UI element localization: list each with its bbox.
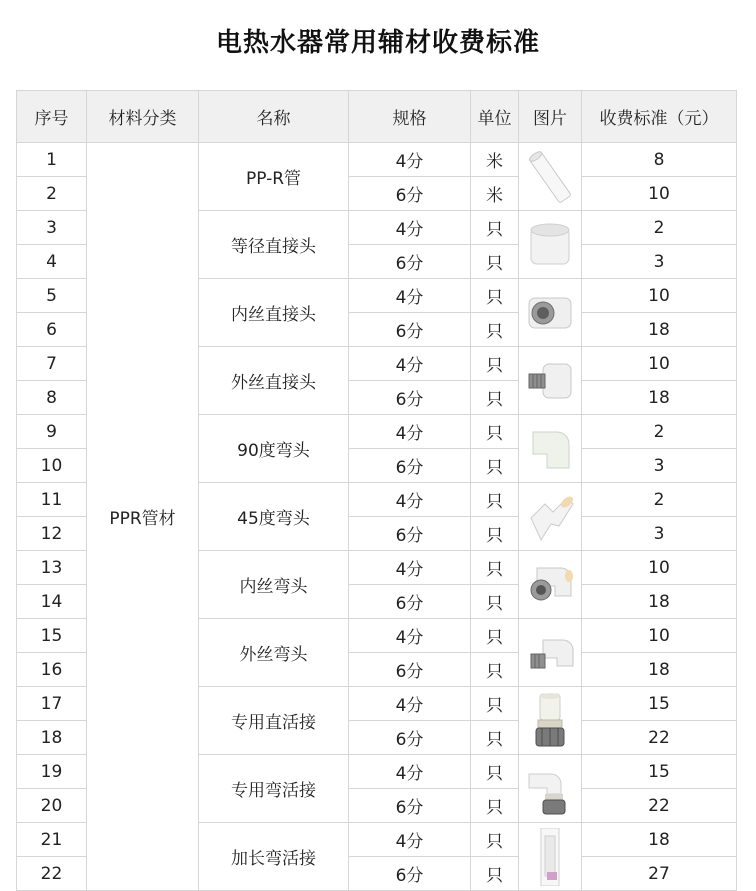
- item-name: 外丝弯头: [199, 619, 349, 687]
- spec-cell: 6分: [349, 245, 471, 279]
- price-cell: 22: [582, 721, 737, 755]
- item-name: 专用直活接: [199, 687, 349, 755]
- spec-cell: 4分: [349, 483, 471, 517]
- row-index: 11: [17, 483, 87, 517]
- price-cell: 3: [582, 449, 737, 483]
- unit-cell: 只: [471, 381, 519, 415]
- item-image: [519, 143, 582, 211]
- spec-cell: 4分: [349, 415, 471, 449]
- price-cell: 22: [582, 789, 737, 823]
- elbow-90-icon: [519, 420, 581, 478]
- price-cell: 2: [582, 415, 737, 449]
- spec-cell: 4分: [349, 687, 471, 721]
- spec-cell: 6分: [349, 313, 471, 347]
- header-spec: 规格: [349, 91, 471, 143]
- row-index: 22: [17, 857, 87, 891]
- price-cell: 18: [582, 313, 737, 347]
- female-thread-coupling-icon: [519, 284, 581, 342]
- elbow-45-icon: [519, 488, 581, 546]
- item-image: [519, 687, 582, 755]
- item-name: 内丝直接头: [199, 279, 349, 347]
- table-row: [17, 143, 737, 177]
- spec-cell: 4分: [349, 211, 471, 245]
- male-thread-elbow-icon: [519, 624, 581, 682]
- price-cell: 15: [582, 687, 737, 721]
- price-cell: 10: [582, 177, 737, 211]
- spec-cell: 6分: [349, 857, 471, 891]
- row-index: 2: [17, 177, 87, 211]
- price-cell: 15: [582, 755, 737, 789]
- row-index: 12: [17, 517, 87, 551]
- item-name: 45度弯头: [199, 483, 349, 551]
- unit-cell: 只: [471, 721, 519, 755]
- price-cell: 10: [582, 619, 737, 653]
- row-index: 18: [17, 721, 87, 755]
- price-cell: 2: [582, 483, 737, 517]
- header-index: 序号: [17, 91, 87, 143]
- straight-union-icon: [519, 692, 581, 750]
- table-header-row: [17, 91, 737, 143]
- item-image: [519, 823, 582, 891]
- header-price: 收费标准（元）: [582, 91, 737, 143]
- price-cell: 8: [582, 143, 737, 177]
- unit-cell: 米: [471, 143, 519, 177]
- row-index: 14: [17, 585, 87, 619]
- row-index: 8: [17, 381, 87, 415]
- price-cell: 2: [582, 211, 737, 245]
- unit-cell: 只: [471, 857, 519, 891]
- spec-cell: 6分: [349, 585, 471, 619]
- row-index: 9: [17, 415, 87, 449]
- row-index: 5: [17, 279, 87, 313]
- unit-cell: 只: [471, 823, 519, 857]
- spec-cell: 6分: [349, 789, 471, 823]
- item-image: [519, 415, 582, 483]
- header-name: 名称: [199, 91, 349, 143]
- item-name: 外丝直接头: [199, 347, 349, 415]
- row-index: 4: [17, 245, 87, 279]
- item-name: 90度弯头: [199, 415, 349, 483]
- unit-cell: 只: [471, 619, 519, 653]
- spec-cell: 4分: [349, 619, 471, 653]
- row-index: 7: [17, 347, 87, 381]
- unit-cell: 只: [471, 483, 519, 517]
- unit-cell: 只: [471, 245, 519, 279]
- elbow-union-icon: [519, 760, 581, 818]
- unit-cell: 只: [471, 789, 519, 823]
- header-unit: 单位: [471, 91, 519, 143]
- price-cell: 18: [582, 653, 737, 687]
- straight-coupling-icon: [519, 216, 581, 274]
- spec-cell: 4分: [349, 143, 471, 177]
- spec-cell: 4分: [349, 279, 471, 313]
- price-cell: 10: [582, 279, 737, 313]
- unit-cell: 米: [471, 177, 519, 211]
- item-image: [519, 619, 582, 687]
- unit-cell: 只: [471, 687, 519, 721]
- unit-cell: 只: [471, 653, 519, 687]
- unit-cell: 只: [471, 755, 519, 789]
- item-image: [519, 483, 582, 551]
- unit-cell: 只: [471, 585, 519, 619]
- row-index: 19: [17, 755, 87, 789]
- spec-cell: 4分: [349, 755, 471, 789]
- page-title: 电热水器常用辅材收费标准: [215, 28, 540, 58]
- row-index: 10: [17, 449, 87, 483]
- spec-cell: 4分: [349, 347, 471, 381]
- row-index: 6: [17, 313, 87, 347]
- price-cell: 18: [582, 381, 737, 415]
- spec-cell: 6分: [349, 517, 471, 551]
- unit-cell: 只: [471, 347, 519, 381]
- price-cell: 10: [582, 551, 737, 585]
- pipe-icon: [519, 148, 581, 206]
- table-body: [17, 143, 737, 891]
- row-index: 3: [17, 211, 87, 245]
- price-cell: 27: [582, 857, 737, 891]
- row-index: 20: [17, 789, 87, 823]
- unit-cell: 只: [471, 279, 519, 313]
- spec-cell: 6分: [349, 449, 471, 483]
- row-index: 16: [17, 653, 87, 687]
- item-name: 等径直接头: [199, 211, 349, 279]
- spec-cell: 6分: [349, 177, 471, 211]
- item-name: 专用弯活接: [199, 755, 349, 823]
- price-cell: 3: [582, 517, 737, 551]
- header-image: 图片: [519, 91, 582, 143]
- unit-cell: 只: [471, 551, 519, 585]
- extended-elbow-union-icon: [519, 828, 581, 886]
- spec-cell: 6分: [349, 721, 471, 755]
- item-name: 加长弯活接: [199, 823, 349, 891]
- price-cell: 10: [582, 347, 737, 381]
- price-cell: 18: [582, 823, 737, 857]
- unit-cell: 只: [471, 517, 519, 551]
- header-category: 材料分类: [87, 91, 199, 143]
- item-image: [519, 211, 582, 279]
- fee-table: [16, 90, 737, 891]
- price-cell: 3: [582, 245, 737, 279]
- item-image: [519, 755, 582, 823]
- item-image: [519, 347, 582, 415]
- row-index: 21: [17, 823, 87, 857]
- price-cell: 18: [582, 585, 737, 619]
- spec-cell: 4分: [349, 823, 471, 857]
- row-index: 17: [17, 687, 87, 721]
- unit-cell: 只: [471, 313, 519, 347]
- spec-cell: 6分: [349, 653, 471, 687]
- item-image: [519, 551, 582, 619]
- row-index: 13: [17, 551, 87, 585]
- unit-cell: 只: [471, 415, 519, 449]
- male-thread-coupling-icon: [519, 352, 581, 410]
- item-image: [519, 279, 582, 347]
- spec-cell: 6分: [349, 381, 471, 415]
- item-name: PP-R管: [199, 143, 349, 211]
- female-thread-elbow-icon: [519, 556, 581, 614]
- item-name: 内丝弯头: [199, 551, 349, 619]
- row-index: 1: [17, 143, 87, 177]
- spec-cell: 4分: [349, 551, 471, 585]
- unit-cell: 只: [471, 449, 519, 483]
- category-cell: PPR管材: [87, 143, 199, 891]
- unit-cell: 只: [471, 211, 519, 245]
- row-index: 15: [17, 619, 87, 653]
